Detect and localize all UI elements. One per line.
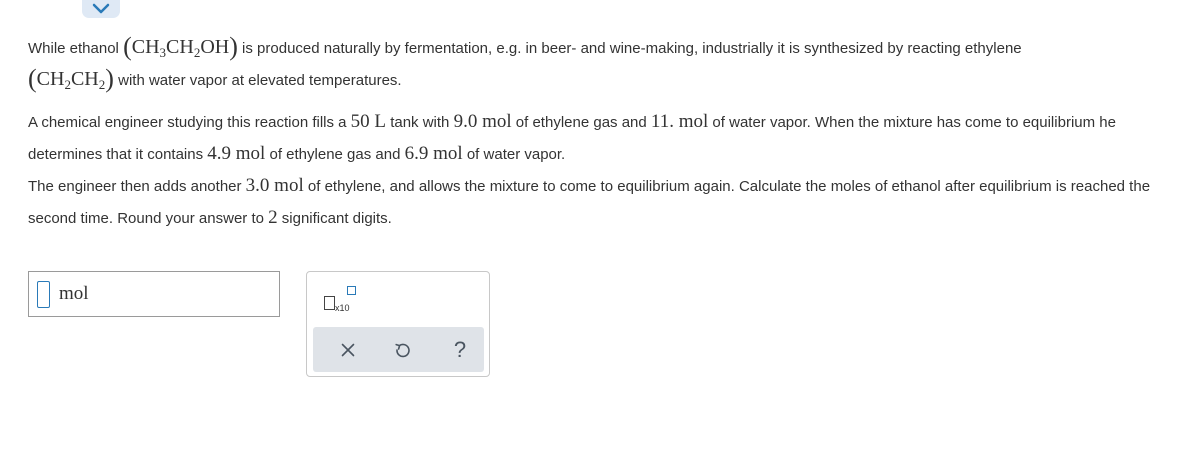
answer-unit: mol [59,283,89,304]
x10-label: x10 [335,303,350,313]
help-icon: ? [453,337,467,362]
close-icon [341,343,355,357]
problem-question: The engineer then adds another 3.0 mol of ethylene, and allows the mixture to come to equilibrium again. Calculate the moles of ethanol after equilibrium is reached the second time. Round your answer to 2 significant digits. [28,175,1151,228]
ethylene-initial: 9.0 mol [453,111,512,132]
sig-figs: 2 [268,207,278,228]
answer-entry-slot[interactable] [37,281,50,308]
answer-input[interactable] [28,271,280,317]
problem-intro: While ethanol $(CH_3CH_2OH)$ is produced naturally by fermentation, e.g. in beer- and wine-making, industrially it is synthesized by reacting ethylene $(CH_2CH_2)$ with water vapor at elevated temperatures. [28,32,1022,93]
ethylene-equilibrium: 4.9 mol [207,143,266,164]
exponent-box-icon [347,286,356,295]
collapse-toggle[interactable] [82,0,120,18]
water-equilibrium: 6.9 mol [404,143,463,164]
ethanol-formula: $CH_3CH_2OH$ [131,36,230,60]
ethylene-formula: $CH_2CH_2$ [36,68,106,92]
tank-volume: 50 L [350,111,387,132]
ethylene-added: 3.0 mol [245,175,304,196]
water-initial: 11. mol [650,111,709,132]
undo-button[interactable] [390,337,416,363]
math-tool-panel [306,271,490,377]
scientific-notation-button[interactable] [321,284,361,318]
help-button[interactable] [447,337,473,363]
undo-icon [394,341,412,359]
clear-button[interactable] [335,337,361,363]
problem-setup: A chemical engineer studying this reaction fills a 50 L tank with 9.0 mol of ethylene gas and 11. mol of water vapor. When the mixture has come to equilibrium he determines that it contains 4.9 mol of ethylene gas and 6.9 mol of water vapor. [28,111,1116,164]
tool-actions-bar [313,327,484,372]
chevron-down-icon [92,3,110,14]
mantissa-box-icon [324,296,335,310]
